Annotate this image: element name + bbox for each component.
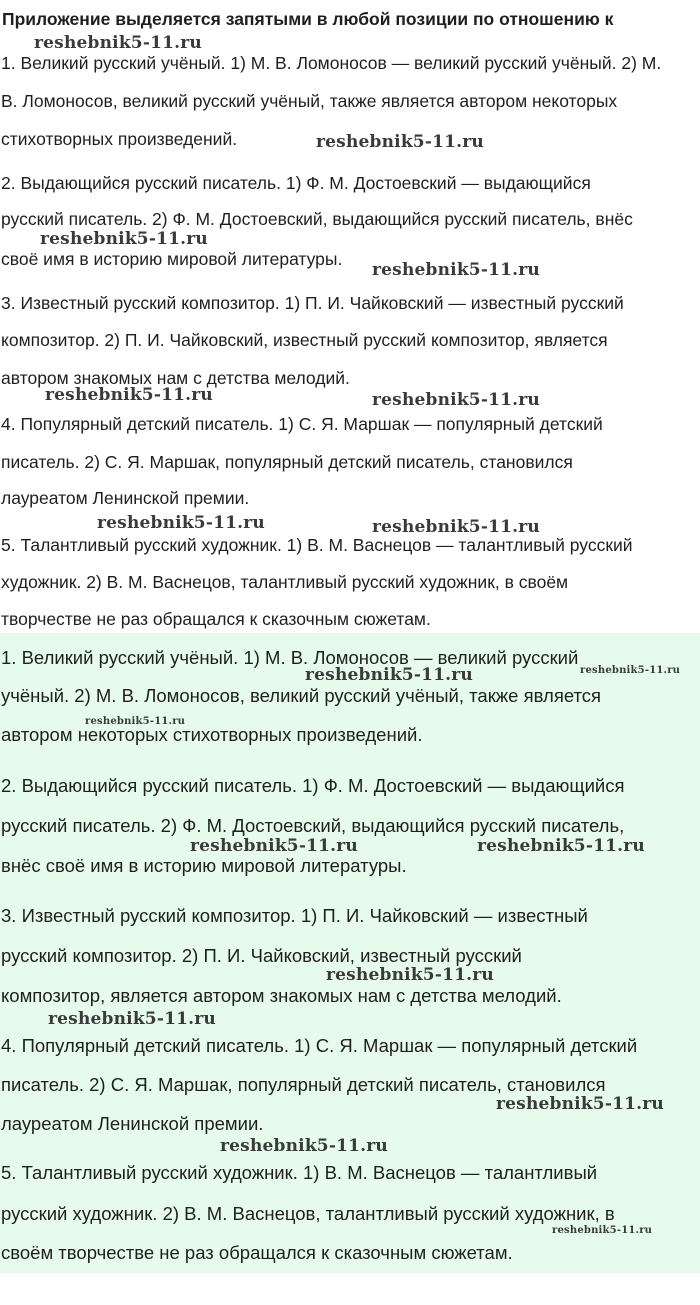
watermark-logo: reshebnik5-11.ru xyxy=(580,665,681,676)
text-line: стихотворных произведений. xyxy=(1,129,238,149)
watermark-logo: reshebnik5-11.ru xyxy=(305,665,473,685)
text-line: творчестве не раз обращался к сказочным сюжетам. xyxy=(1,609,431,629)
watermark-logo: reshebnik5-11.ru xyxy=(316,132,484,152)
text-line: художник. 2) В. М. Васнецов, талантливый русский художник, в своём xyxy=(1,572,569,592)
text-line: русский композитор. 2) П. И. Чайковский, известный русский xyxy=(1,945,522,966)
text-line: 2. Выдающийся русский писатель. 1) Ф. М. Достоевский — выдающийся xyxy=(1,775,625,796)
text-line: 4. Популярный детский писатель. 1) С. Я. Маршак — популярный детский xyxy=(1,1035,638,1056)
watermark-logo: reshebnik5-11.ru xyxy=(190,836,358,856)
text-line: 3. Известный русский композитор. 1) П. И. Чайковский — известный русский xyxy=(1,293,624,313)
watermark-logo: reshebnik5-11.ru xyxy=(496,1094,664,1114)
text-line: композитор, является автором знакомых нам с детства мелодий. xyxy=(1,985,562,1006)
text-line: 4. Популярный детский писатель. 1) С. Я. Маршак — популярный детский xyxy=(1,414,603,434)
page-heading: Приложение выделяется запятыми в любой позиции по отношению к xyxy=(2,9,614,29)
text-line: 1. Великий русский учёный. 1) М. В. Ломоносов — великий русский xyxy=(1,647,579,668)
text-line: 5. Талантливый русский художник. 1) В. М. Васнецов — талантливый русский xyxy=(1,535,633,555)
watermark-logo: reshebnik5-11.ru xyxy=(552,1225,653,1236)
watermark-logo: reshebnik5-11.ru xyxy=(45,385,213,405)
text-line: В. Ломоносов, великий русский учёный, также является автором некоторых xyxy=(1,91,618,111)
text-line: лауреатом Ленинской премии. xyxy=(1,1113,264,1134)
text-line: русский художник. 2) В. М. Васнецов, талантливый русский художник, в xyxy=(1,1203,615,1224)
text-line: 5. Талантливый русский художник. 1) В. М. Васнецов — талантливый xyxy=(1,1162,598,1183)
text-line: автором знакомых нам с детства мелодий. xyxy=(1,368,350,388)
text-line: 1. Великий русский учёный. 1) М. В. Ломоносов — великий русский учёный. 2) М. xyxy=(1,53,662,73)
watermark-logo: reshebnik5-11.ru xyxy=(85,716,186,727)
watermark-logo: reshebnik5-11.ru xyxy=(34,33,202,53)
text-line: 2. Выдающийся русский писатель. 1) Ф. М. Достоевский — выдающийся xyxy=(1,173,591,193)
watermark-logo: reshebnik5-11.ru xyxy=(40,229,208,249)
text-line: учёный. 2) М. В. Ломоносов, великий русский учёный, также является xyxy=(1,685,602,706)
watermark-logo: reshebnik5-11.ru xyxy=(326,965,494,985)
text-line: композитор. 2) П. И. Чайковский, известный русский композитор, является xyxy=(1,330,608,350)
text-line: своё имя в историю мировой литературы. xyxy=(1,249,343,269)
watermark-logo: reshebnik5-11.ru xyxy=(97,513,265,533)
text-line: русский писатель. 2) Ф. М. Достоевский, выдающийся русский писатель, внёс xyxy=(1,209,633,229)
text-line: русский писатель. 2) Ф. М. Достоевский, выдающийся русский писатель, xyxy=(1,815,625,836)
watermark-logo: reshebnik5-11.ru xyxy=(372,390,540,410)
watermark-logo: reshebnik5-11.ru xyxy=(372,260,540,280)
text-line: лауреатом Ленинской премии. xyxy=(1,488,250,508)
watermark-logo: reshebnik5-11.ru xyxy=(48,1009,216,1029)
watermark-logo: reshebnik5-11.ru xyxy=(220,1136,388,1156)
text-line: 3. Известный русский композитор. 1) П. И. Чайковский — известный xyxy=(1,905,588,926)
watermark-logo: reshebnik5-11.ru xyxy=(372,517,540,537)
text-line: автором некоторых стихотворных произведений. xyxy=(1,724,423,745)
text-line: писатель. 2) С. Я. Маршак, популярный детский писатель, становился xyxy=(1,452,573,472)
text-line: своём творчестве не раз обращался к сказочным сюжетам. xyxy=(1,1242,513,1263)
watermark-logo: reshebnik5-11.ru xyxy=(477,836,645,856)
text-line: писатель. 2) С. Я. Маршак, популярный детский писатель, становился xyxy=(1,1074,606,1095)
text-line: внёс своё имя в историю мировой литературы. xyxy=(1,855,407,876)
